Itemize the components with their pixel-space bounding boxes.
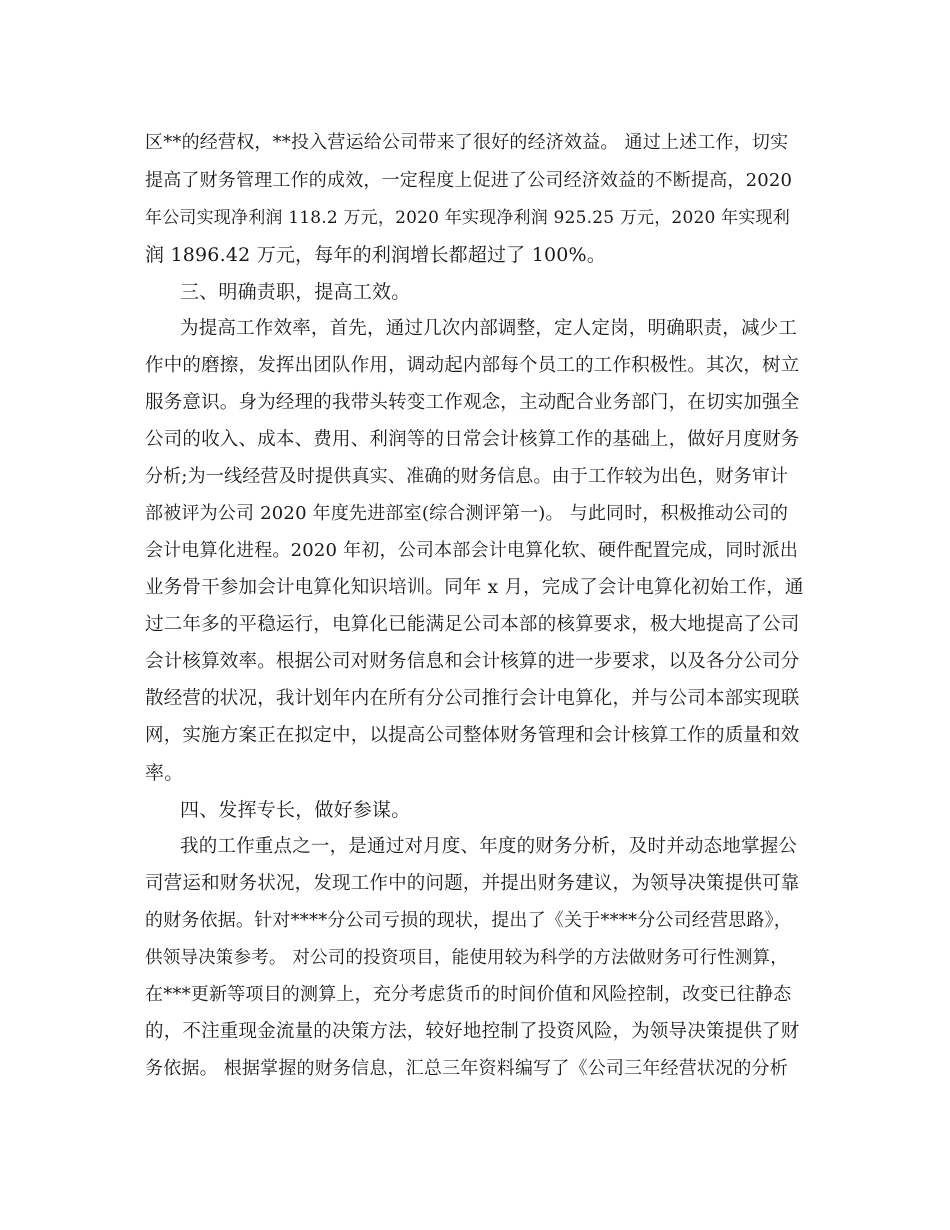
text-line: 会计电算化进程。2020 年初，公司本部会计电算化软、硬件配置完成，同时派出: [145, 540, 799, 561]
text-line: 为提高工作效率，首先，通过几次内部调整，定人定岗，明确职责，减少工: [180, 318, 798, 339]
text-line: 分析;为一线经营及时提供真实、准确的财务信息。由于工作较为出色，财务审计: [145, 466, 789, 487]
text-line: 的财务依据。针对****分公司亏损的现状，提出了《关于****分公司经营思路》，: [145, 910, 792, 931]
text-line: 作中的磨擦，发挥出团队作用，调动起内部每个员工的工作积极性。其次，树立: [145, 355, 800, 376]
text-line: 在***更新等项目的测算上，充分考虑货币的时间价值和风险控制，改变已往静态: [145, 984, 792, 1005]
text-line: 供领导决策参考。 对公司的投资项目，能使用较为科学的方法做财务可行性测算，: [145, 948, 788, 968]
text-line: 公司的收入、成本、费用、利润等的日常会计核算工作的基础上，做好月度财务: [145, 429, 800, 450]
text-line: 散经营的状况，我计划年内在所有分公司推行会计电算化，并与公司本部实现联: [145, 688, 800, 709]
text-line: 区**的经营权，**投入营运给公司带来了很好的经济效益。 通过上述工作，切实: [145, 132, 789, 153]
text-line: 网，实施方案正在拟定中，以提高公司整体财务管理和会计核算工作的质量和效: [145, 725, 800, 746]
text-line: 提高了财务管理工作的成效，一定程度上促进了公司经济效益的不断提高，2020: [145, 170, 793, 191]
text-line: 的，不注重现金流量的决策方法，较好地控制了投资风险，为领导决策提供了财: [145, 1021, 800, 1042]
text-line: 服务意识。身为经理的我带头转变工作观念，主动配合业务部门，在切实加强全: [145, 392, 800, 413]
text-line: 业务骨干参加会计电算化知识培训。同年 x 月，完成了会计电算化初始工作，通: [145, 577, 804, 598]
text-line: 我的工作重点之一，是通过对月度、年度的财务分析，及时并动态地掌握公: [180, 836, 798, 857]
text-line: 率。: [145, 762, 184, 784]
section-heading: 四、发挥专长，做好参谋。: [180, 799, 411, 821]
text-line: 过二年多的平稳运行，电算化已能满足公司本部的核算要求，极大地提高了公司: [145, 614, 800, 635]
text-line: 部被评为公司 2020 年度先进部室(综合测评第一)。 与此同时，积极推动公司的: [145, 503, 789, 524]
text-line: 会计核算效率。根据公司对财务信息和会计核算的进一步要求，以及各分公司分: [145, 651, 800, 672]
section-heading: 三、明确责职，提高工效。: [180, 281, 411, 303]
text-line: 务依据。 根据掌握的财务信息，汇总三年资料编写了《公司三年经营状况的分析: [145, 1058, 788, 1079]
text-line: 年公司实现净利润 118.2 万元，2020 年实现净利润 925.25 万元，2020 年实现利: [145, 208, 790, 228]
text-line: 司营运和财务状况，发现工作中的问题，并提出财务建议，为领导决策提供可靠: [145, 873, 800, 894]
text-line: 润 1896.42 万元，每年的利润增长都超过了 100%。: [145, 244, 607, 266]
